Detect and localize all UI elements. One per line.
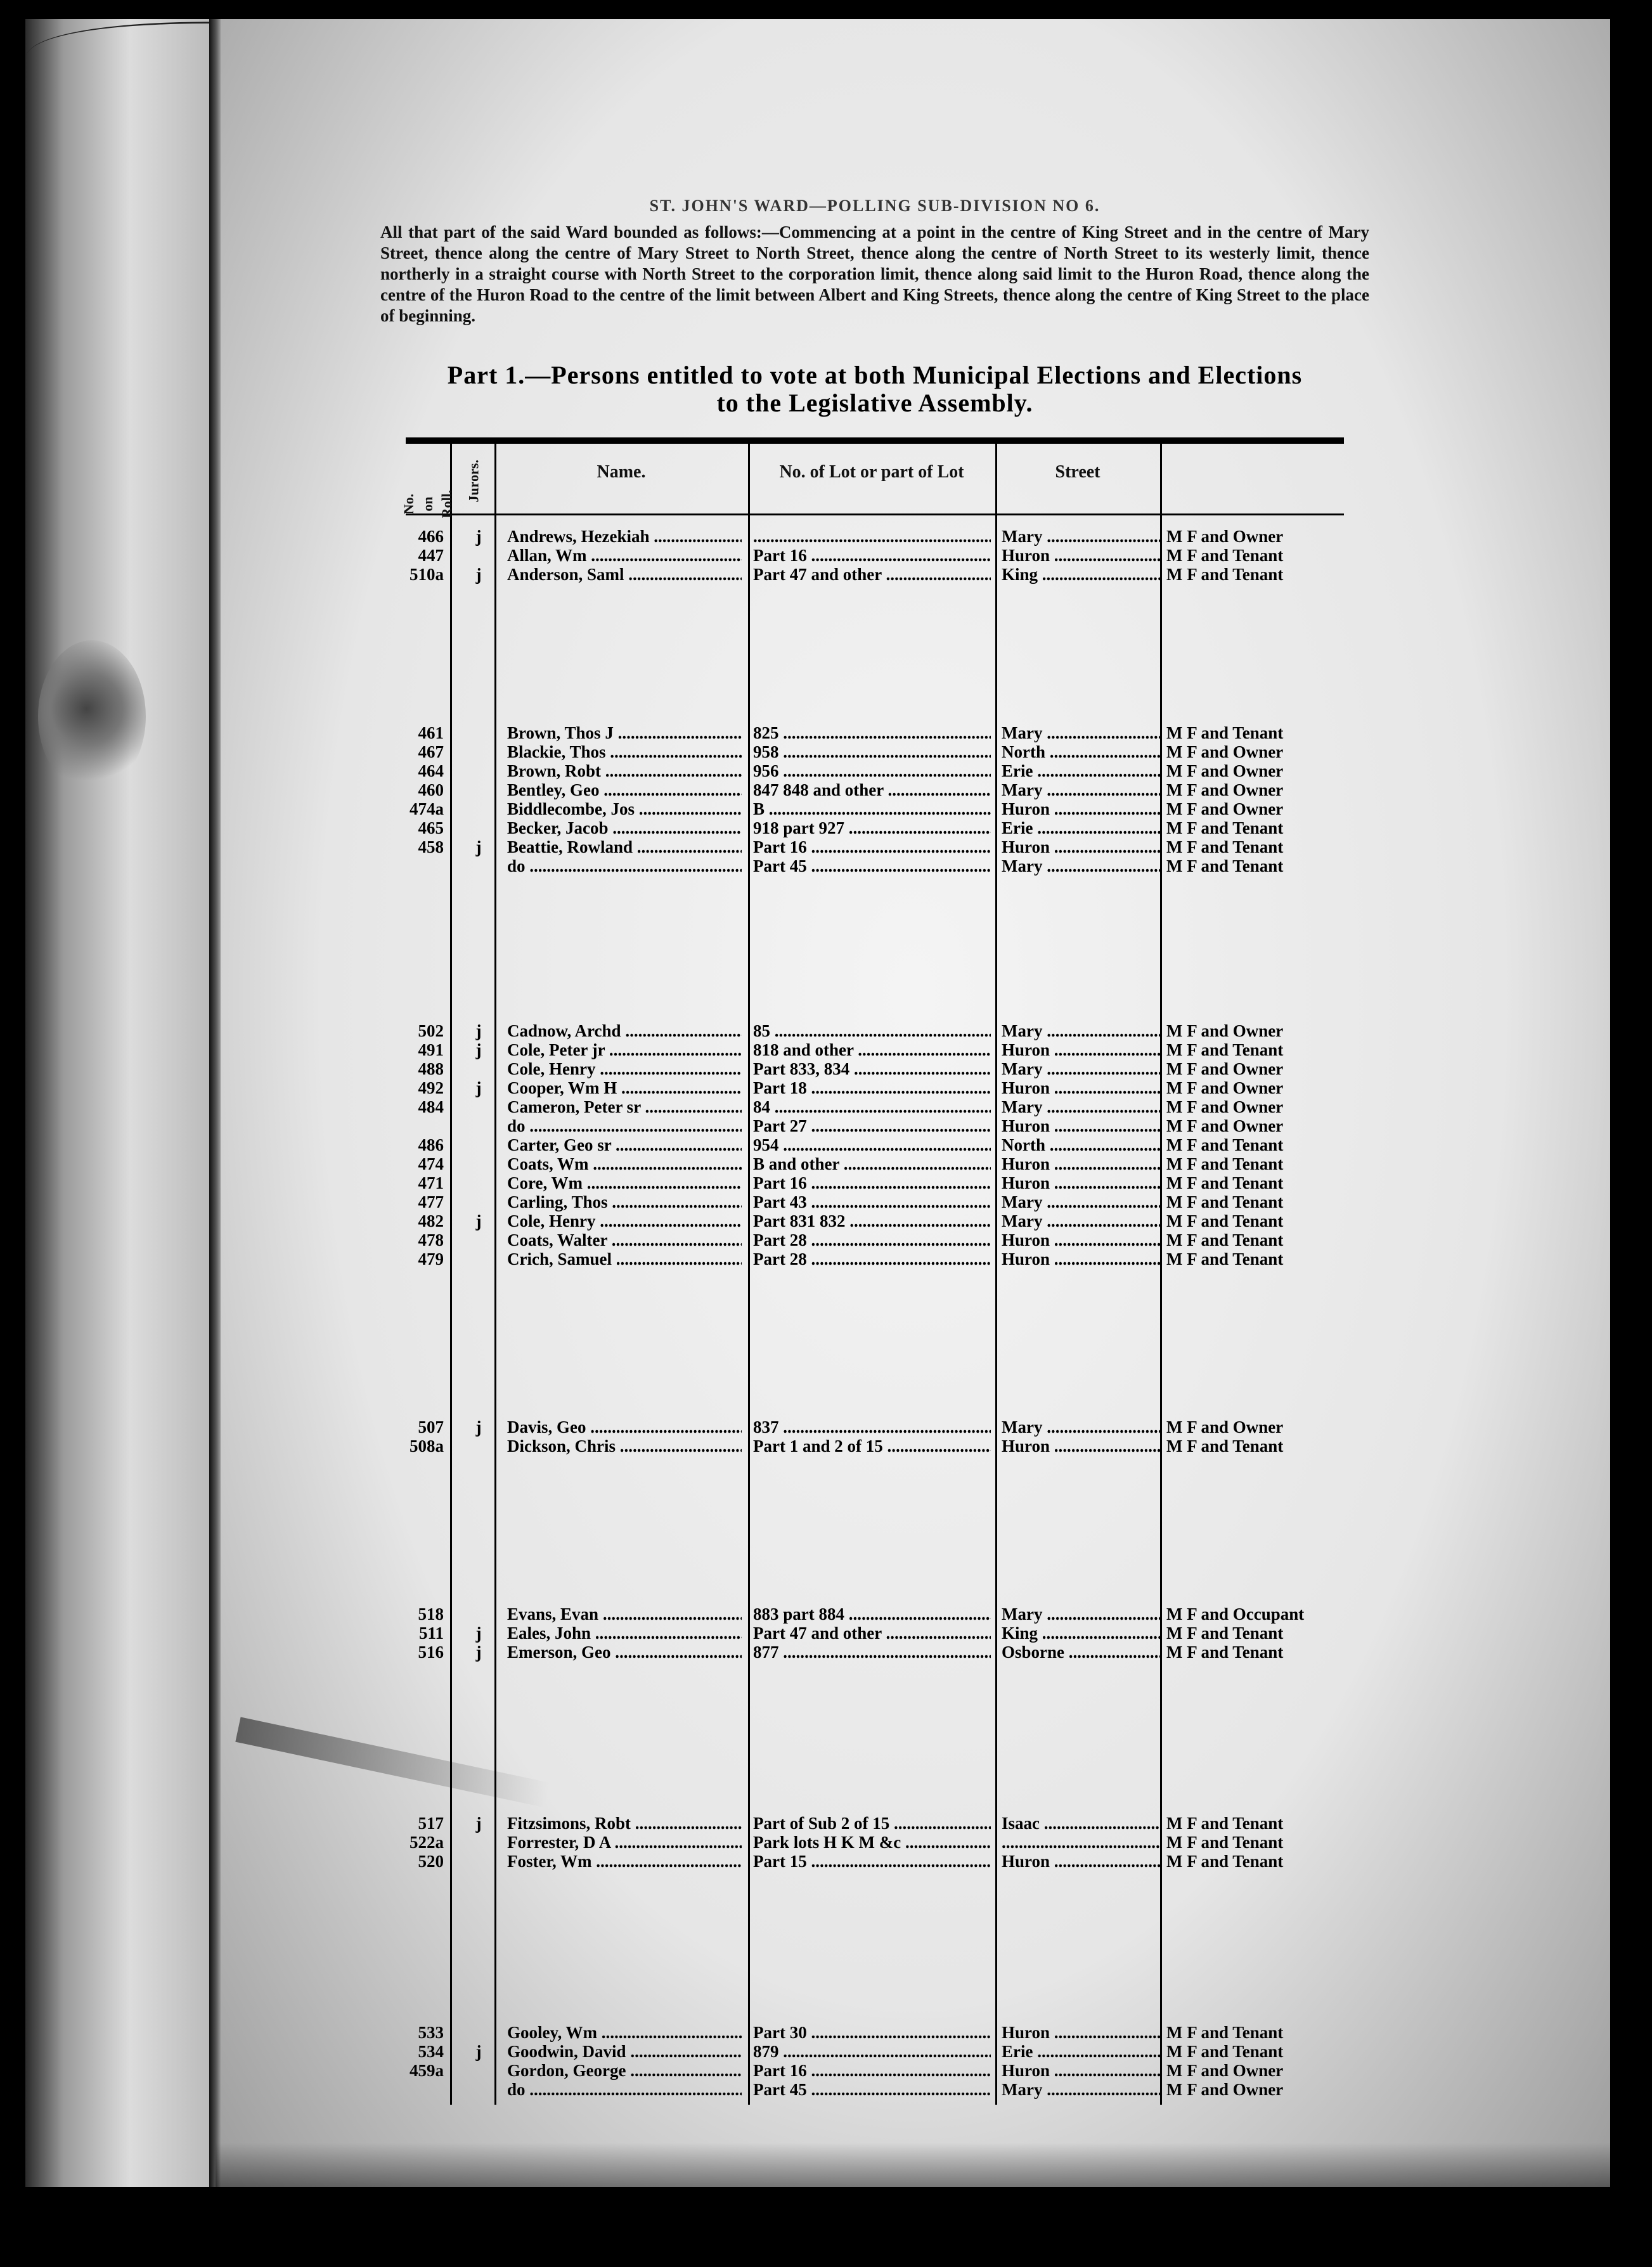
voter-name: do ..... xyxy=(507,1116,742,1136)
voter-name: Emerson, Geo ..... xyxy=(507,1642,742,1662)
roll-number: 467 xyxy=(418,742,444,761)
street-name xyxy=(1002,1832,1160,1852)
roll-number: 510a xyxy=(410,565,444,584)
roll-number: 474a xyxy=(410,799,444,818)
juror-mark: j xyxy=(475,1643,482,1662)
roll-number: 447 xyxy=(418,546,444,565)
boundary-description: All that part of the said Ward bounded as follows:—Commencing at a point in the centre of King Street and in the centre of Mary Street, thence along the centre of Mary Street to North Street, thence along the centre of North Street to its westerly limit, thence northerly in a straight course with North Street to the corporation limit, thence along said limit to the Huron Road, thence along the centre of the Huron Road to the centre of the limit between Albert and King Streets, thence along the centre of King Street to the place of beginning. xyxy=(380,223,1369,325)
street-name: Mary ..... xyxy=(1002,526,1160,546)
lot-number: Part 833, 834 ..... xyxy=(753,1059,991,1079)
street-name: Huron ..... xyxy=(1002,1230,1160,1250)
table-row xyxy=(406,1173,1344,1193)
voter-status: M F and Owner xyxy=(1166,1097,1284,1116)
voter-status: M F and Tenant xyxy=(1166,546,1284,565)
table-row xyxy=(406,1211,1344,1231)
roll-number: 484 xyxy=(418,1097,444,1116)
table-row xyxy=(406,1832,1344,1852)
roll-number: 458 xyxy=(418,837,444,856)
table-row xyxy=(406,1230,1344,1250)
roll-number: 466 xyxy=(418,527,444,546)
voter-status: M F and Tenant xyxy=(1166,1192,1284,1211)
voter-status: M F and Owner xyxy=(1166,780,1284,799)
voter-status: M F and Tenant xyxy=(1166,1833,1284,1852)
lot-number: Part 45 ..... xyxy=(753,2079,991,2100)
table-row xyxy=(406,1097,1344,1117)
table-row xyxy=(406,1813,1344,1833)
voter-name: Crich, Samuel ..... xyxy=(507,1249,742,1269)
street-name: Mary ..... xyxy=(1002,2079,1160,2100)
table-row xyxy=(406,2060,1344,2081)
table-row xyxy=(406,564,1344,585)
juror-mark: j xyxy=(475,1021,482,1040)
voter-name: Allan, Wm ..... xyxy=(507,545,742,565)
roll-number: 477 xyxy=(418,1192,444,1211)
street-name: King ..... xyxy=(1002,564,1160,585)
table-row xyxy=(406,761,1344,781)
table-row xyxy=(406,1135,1344,1155)
voter-name: do ..... xyxy=(507,2079,742,2100)
juror-mark: j xyxy=(475,565,482,584)
lot-number: 837 ..... xyxy=(753,1417,991,1437)
voter-status: M F and Owner xyxy=(1166,1059,1284,1078)
voter-name: Cadnow, Archd ..... xyxy=(507,1021,742,1041)
voter-status: M F and Tenant xyxy=(1166,1250,1284,1269)
ink-stain xyxy=(38,640,146,792)
juror-mark: j xyxy=(475,1040,482,1059)
street-name: Huron ..... xyxy=(1002,1154,1160,1174)
juror-mark: j xyxy=(475,2042,482,2061)
lot-number: Part 831 832 ..... xyxy=(753,1211,991,1231)
table-row xyxy=(406,1436,1344,1456)
table-row xyxy=(406,1116,1344,1136)
header-no-on-roll: No. on Roll. xyxy=(401,489,455,519)
juror-mark: j xyxy=(475,1418,482,1437)
roll-number: 479 xyxy=(418,1250,444,1269)
lot-number: Part 47 and other ..... xyxy=(753,564,991,585)
voter-name: Fitzsimons, Robt ..... xyxy=(507,1813,742,1833)
roll-number: 520 xyxy=(418,1852,444,1871)
lot-number: Part of Sub 2 of 15 ..... xyxy=(753,1813,991,1833)
street-name: Huron ..... xyxy=(1002,837,1160,857)
lot-number: 818 and other ..... xyxy=(753,1040,991,1060)
voter-status: M F and Occupant xyxy=(1166,1605,1305,1624)
header-name: Name. xyxy=(597,462,646,482)
street-name: Mary ..... xyxy=(1002,1604,1160,1624)
street-name: Huron ..... xyxy=(1002,1436,1160,1456)
ward-title: ST. JOHN'S WARD—POLLING SUB-DIVISION NO 6. xyxy=(649,197,1100,215)
table-row xyxy=(406,818,1344,838)
lot-number: Part 45 ..... xyxy=(753,856,991,876)
lot-number: Part 16 ..... xyxy=(753,2060,991,2081)
voter-status: M F and Tenant xyxy=(1166,1643,1284,1662)
roll-number: 492 xyxy=(418,1078,444,1097)
street-name: Huron ..... xyxy=(1002,545,1160,565)
voter-name: Carling, Thos ..... xyxy=(507,1192,742,1212)
juror-mark: j xyxy=(475,1078,482,1097)
street-name: Huron ..... xyxy=(1002,1851,1160,1871)
voter-status: M F and Tenant xyxy=(1166,856,1284,875)
table-row xyxy=(406,545,1344,565)
lot-number: Part 16 ..... xyxy=(753,545,991,565)
voter-name: Goodwin, David ..... xyxy=(507,2041,742,2062)
table-row xyxy=(406,1154,1344,1174)
table-row xyxy=(406,856,1344,876)
header-lot: No. of Lot or part of Lot xyxy=(779,462,964,482)
lot-number: Part 16 ..... xyxy=(753,1173,991,1193)
voter-status: M F and Owner xyxy=(1166,2061,1284,2080)
lot-number: Part 28 ..... xyxy=(753,1230,991,1250)
street-name: Isaac ..... xyxy=(1002,1813,1160,1833)
voter-name: Brown, Robt ..... xyxy=(507,761,742,781)
voter-name: Core, Wm ..... xyxy=(507,1173,742,1193)
voter-status: M F and Tenant xyxy=(1166,1040,1284,1059)
lot-number: 847 848 and other ..... xyxy=(753,780,991,800)
table-row xyxy=(406,1642,1344,1662)
street-name: Osborne ..... xyxy=(1002,1642,1160,1662)
table-row xyxy=(406,780,1344,800)
voter-name: Coats, Wm ..... xyxy=(507,1154,742,1174)
voter-name: Dickson, Chris ..... xyxy=(507,1436,742,1456)
roll-number: 459a xyxy=(410,2061,444,2080)
lot-number: 879 ..... xyxy=(753,2041,991,2062)
lot-number: Part 27 ..... xyxy=(753,1116,991,1136)
street-name: Mary ..... xyxy=(1002,1097,1160,1117)
voter-name: Brown, Thos J ..... xyxy=(507,723,742,743)
roll-number: 486 xyxy=(418,1135,444,1154)
juror-mark: j xyxy=(475,837,482,856)
street-name: Erie ..... xyxy=(1002,818,1160,838)
roll-number: 465 xyxy=(418,818,444,837)
voter-name: Cole, Henry ..... xyxy=(507,1059,742,1079)
roll-number: 461 xyxy=(418,723,444,742)
table-row xyxy=(406,723,1344,743)
table-row xyxy=(406,1078,1344,1098)
voter-status: M F and Tenant xyxy=(1166,1230,1284,1250)
facing-page xyxy=(25,19,216,2187)
roll-number: 508a xyxy=(410,1437,444,1456)
voter-status: M F and Tenant xyxy=(1166,565,1284,584)
table-row xyxy=(406,2041,1344,2062)
table-row xyxy=(406,1192,1344,1212)
lot-number: Part 28 ..... xyxy=(753,1249,991,1269)
lot-number: 877 ..... xyxy=(753,1642,991,1662)
top-rule xyxy=(406,437,1344,444)
voter-name: Cole, Henry ..... xyxy=(507,1211,742,1231)
header-rule xyxy=(406,513,1344,515)
street-name: Huron ..... xyxy=(1002,1249,1160,1269)
roll-number: 517 xyxy=(418,1814,444,1833)
voter-status: M F and Owner xyxy=(1166,799,1284,818)
voter-status: M F and Tenant xyxy=(1166,1814,1284,1833)
street-name: Huron ..... xyxy=(1002,2060,1160,2081)
lot-number: 883 part 884 ..... xyxy=(753,1604,991,1624)
lot-number: Part 1 and 2 of 15 ..... xyxy=(753,1436,991,1456)
voter-name: Gooley, Wm ..... xyxy=(507,2022,742,2043)
table-row xyxy=(406,799,1344,819)
voter-status: M F and Tenant xyxy=(1166,1437,1284,1456)
lot-number: Part 15 ..... xyxy=(753,1851,991,1871)
roll-number: 502 xyxy=(418,1021,444,1040)
scanned-page xyxy=(25,0,1623,2267)
street-name: Huron ..... xyxy=(1002,799,1160,819)
voter-status: M F and Tenant xyxy=(1166,2042,1284,2061)
table-row xyxy=(406,742,1344,762)
street-name: Mary ..... xyxy=(1002,1417,1160,1437)
voter-status: M F and Owner xyxy=(1166,1078,1284,1097)
voter-name: Anderson, Saml ..... xyxy=(507,564,742,585)
voter-status: M F and Tenant xyxy=(1166,2023,1284,2042)
voter-status: M F and Owner xyxy=(1166,527,1284,546)
street-name: King ..... xyxy=(1002,1623,1160,1643)
table-row xyxy=(406,1623,1344,1643)
lot-number: 85 ..... xyxy=(753,1021,991,1041)
table-row xyxy=(406,1604,1344,1624)
roll-number: 488 xyxy=(418,1059,444,1078)
voter-name: Foster, Wm ..... xyxy=(507,1851,742,1871)
voter-status: M F and Tenant xyxy=(1166,1211,1284,1230)
street-name: Mary ..... xyxy=(1002,1211,1160,1231)
voter-status: M F and Owner xyxy=(1166,2080,1284,2099)
voter-name: Beattie, Rowland ..... xyxy=(507,837,742,857)
roll-number: 511 xyxy=(418,1624,444,1643)
street-name: Huron ..... xyxy=(1002,1040,1160,1060)
voter-name: Becker, Jacob ..... xyxy=(507,818,742,838)
lot-number: Part 18 ..... xyxy=(753,1078,991,1098)
street-name: Huron ..... xyxy=(1002,1173,1160,1193)
roll-number: 491 xyxy=(418,1040,444,1059)
voter-name: Evans, Evan ..... xyxy=(507,1604,742,1624)
street-name: Mary ..... xyxy=(1002,1059,1160,1079)
voter-name: Davis, Geo ..... xyxy=(507,1417,742,1437)
voter-name: Cole, Peter jr ..... xyxy=(507,1040,742,1060)
voter-status: M F and Tenant xyxy=(1166,818,1284,837)
street-name: Erie ..... xyxy=(1002,761,1160,781)
street-name: North ..... xyxy=(1002,742,1160,762)
voter-status: M F and Owner xyxy=(1166,742,1284,761)
voter-name: Forrester, D A ..... xyxy=(507,1832,742,1852)
roll-number: 478 xyxy=(418,1230,444,1250)
roll-number: 507 xyxy=(418,1418,444,1437)
lot-number: Part 16 ..... xyxy=(753,837,991,857)
table-row xyxy=(406,1040,1344,1060)
lot-number xyxy=(753,526,991,546)
lot-number: 958 ..... xyxy=(753,742,991,762)
street-name: Mary ..... xyxy=(1002,1021,1160,1041)
roll-number: 464 xyxy=(418,761,444,780)
voter-status: M F and Tenant xyxy=(1166,1173,1284,1192)
roll-number: 534 xyxy=(418,2042,444,2061)
page-header xyxy=(380,197,1369,417)
part-title-line1: Part 1.—Persons entitled to vote at both Municipal Elections and Elections xyxy=(447,361,1303,389)
lot-number: Part 30 ..... xyxy=(753,2022,991,2043)
table-row xyxy=(406,1249,1344,1269)
part-title xyxy=(380,361,1369,417)
roll-number: 460 xyxy=(418,780,444,799)
voter-status: M F and Owner xyxy=(1166,1021,1284,1040)
street-name: Mary ..... xyxy=(1002,723,1160,743)
book-gutter xyxy=(209,19,221,2187)
roll-number: 471 xyxy=(418,1173,444,1192)
lot-number: 825 ..... xyxy=(753,723,991,743)
voter-name: Biddlecombe, Jos ..... xyxy=(507,799,742,819)
roll-number: 516 xyxy=(418,1643,444,1662)
table-row xyxy=(406,1851,1344,1871)
scan-shadow xyxy=(216,2143,1623,2267)
table-row xyxy=(406,1059,1344,1079)
lot-number: B and other ..... xyxy=(753,1154,991,1174)
voter-status: M F and Tenant xyxy=(1166,837,1284,856)
voter-status: M F and Owner xyxy=(1166,761,1284,780)
voter-name: Coats, Walter ..... xyxy=(507,1230,742,1250)
street-name: Mary ..... xyxy=(1002,780,1160,800)
juror-mark: j xyxy=(475,1624,482,1643)
street-name: Mary ..... xyxy=(1002,856,1160,876)
street-name: Mary ..... xyxy=(1002,1192,1160,1212)
lot-number: 954 ..... xyxy=(753,1135,991,1155)
voter-name: Andrews, Hezekiah ..... xyxy=(507,526,742,546)
lot-number: 956 ..... xyxy=(753,761,991,781)
roll-number: 482 xyxy=(418,1211,444,1230)
lot-number: 84 ..... xyxy=(753,1097,991,1117)
voter-status: M F and Tenant xyxy=(1166,1624,1284,1643)
voter-status: M F and Tenant xyxy=(1166,1135,1284,1154)
roll-number: 518 xyxy=(418,1605,444,1624)
lot-number: Part 43 ..... xyxy=(753,1192,991,1212)
table-row xyxy=(406,2079,1344,2100)
table-row xyxy=(406,1021,1344,1041)
street-name: Huron ..... xyxy=(1002,1116,1160,1136)
street-name: North ..... xyxy=(1002,1135,1160,1155)
header-street: Street xyxy=(1055,462,1100,482)
part-title-line2: to the Legislative Assembly. xyxy=(716,389,1033,417)
roll-number: 533 xyxy=(418,2023,444,2042)
lot-number: B ..... xyxy=(753,799,991,819)
voter-name: Eales, John ..... xyxy=(507,1623,742,1643)
table-row xyxy=(406,837,1344,857)
juror-mark: j xyxy=(475,1211,482,1230)
lot-number: 918 part 927 ..... xyxy=(753,818,991,838)
roll-number: 474 xyxy=(418,1154,444,1173)
voter-name: Carter, Geo sr ..... xyxy=(507,1135,742,1155)
voter-status: M F and Owner xyxy=(1166,1418,1284,1437)
table-row xyxy=(406,526,1344,546)
street-name: Huron ..... xyxy=(1002,2022,1160,2043)
voter-status: M F and Tenant xyxy=(1166,1852,1284,1871)
voter-name: Cameron, Peter sr ..... xyxy=(507,1097,742,1117)
lot-number: Park lots H K M &c ..... xyxy=(753,1832,991,1852)
voter-name: Cooper, Wm H ..... xyxy=(507,1078,742,1098)
juror-mark: j xyxy=(475,527,482,546)
street-name: Erie ..... xyxy=(1002,2041,1160,2062)
voter-status: M F and Tenant xyxy=(1166,723,1284,742)
voter-status: M F and Owner xyxy=(1166,1116,1284,1135)
juror-mark: j xyxy=(475,1814,482,1833)
street-name: Huron ..... xyxy=(1002,1078,1160,1098)
voter-name: do ..... xyxy=(507,856,742,876)
voters-table xyxy=(401,437,1344,2105)
table-row xyxy=(406,2022,1344,2043)
table-row xyxy=(406,1417,1344,1437)
lot-number: Part 47 and other ..... xyxy=(753,1623,991,1643)
voter-name: Bentley, Geo ..... xyxy=(507,780,742,800)
voter-name: Gordon, George ..... xyxy=(507,2060,742,2081)
header-jurors: Jurors. xyxy=(465,460,482,503)
roll-number: 522a xyxy=(410,1833,444,1852)
voter-status: M F and Tenant xyxy=(1166,1154,1284,1173)
voter-name: Blackie, Thos ..... xyxy=(507,742,742,762)
